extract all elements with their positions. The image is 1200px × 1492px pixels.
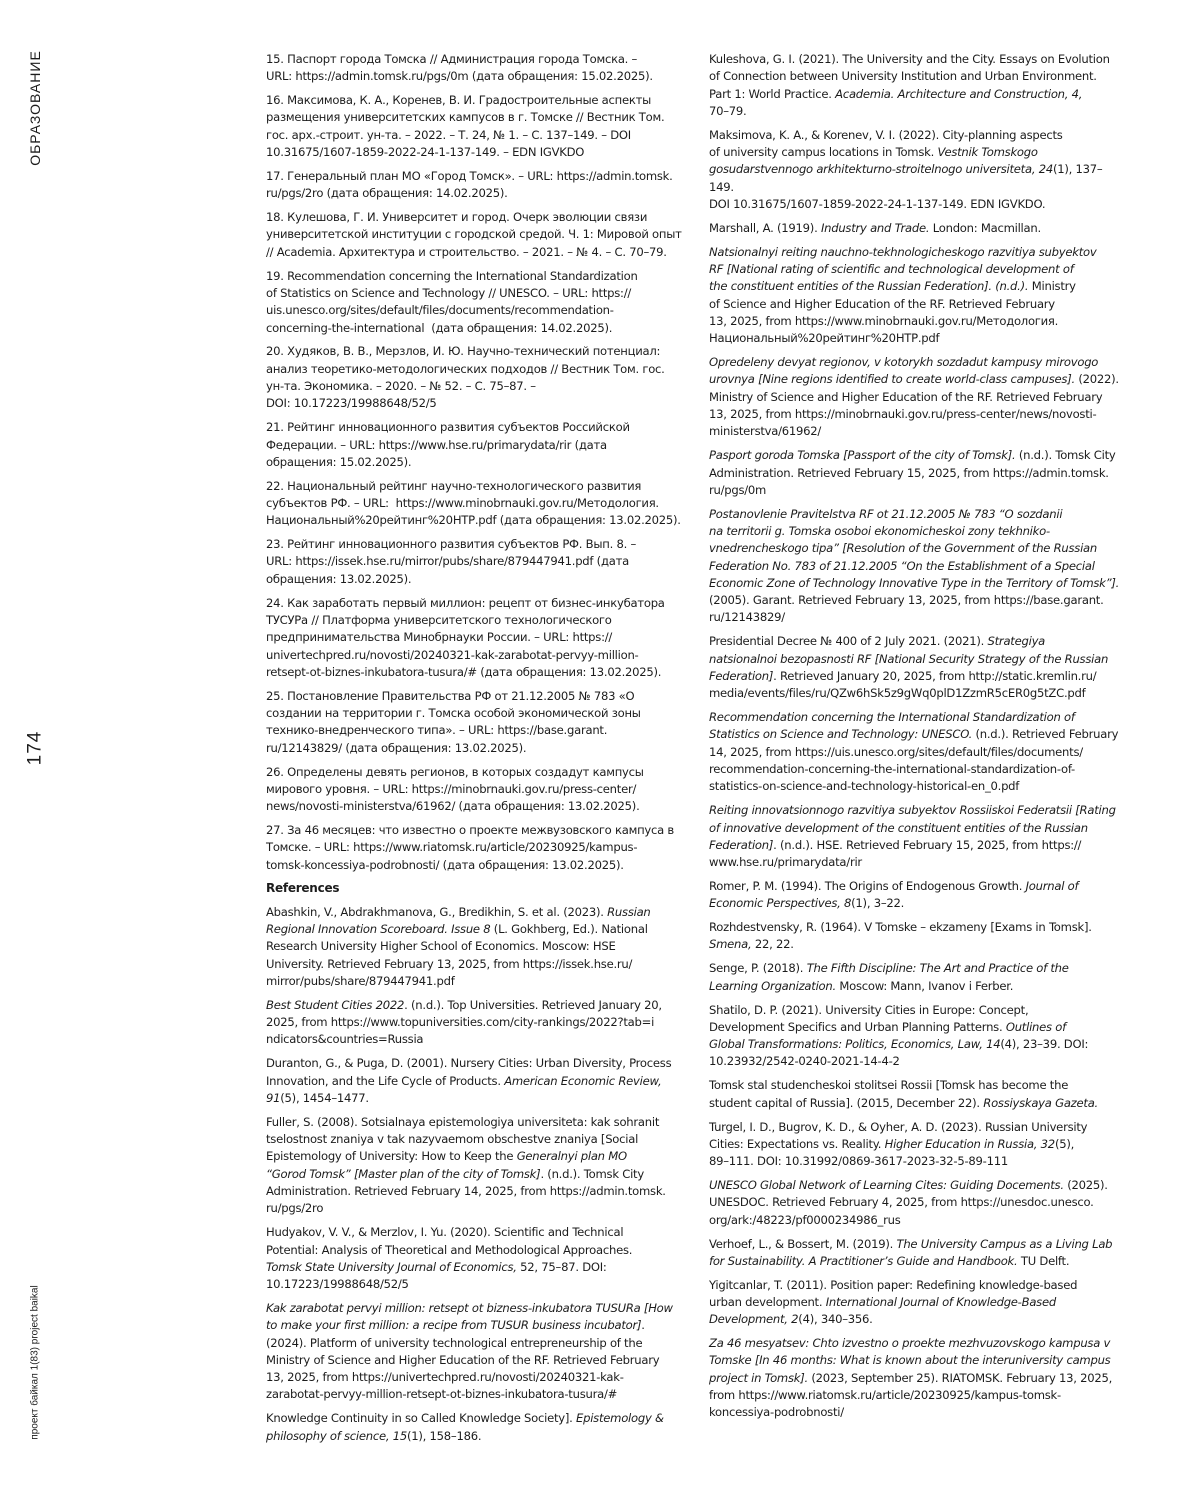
entry-text: (4), 340–356.: [798, 1312, 873, 1327]
reference-entry: [709, 506, 1125, 627]
entry-text: . (n.d.). Top Universities. Retrieved January 20, 2025, from https://www.topuniversities.com/city-rankings/2022?tab=i ndicators&countries=Russia: [266, 997, 662, 1047]
entry-text: 27. За 46 месяцев: что известно о проекте межвузовского кампуса в Томске. – URL: https://www.riatomsk.ru/article/20230925/kampus- tomsk-koncessiya-podrobnosti/ (дата обращения: 13.02.2025).: [266, 823, 675, 872]
entry-text: 15. Паспорт города Томска // Администрация города Томска. – URL: https://admin.tomsk.ru/pgs/0m (дата обращения: 15.02.2025).: [266, 52, 653, 84]
reference-entry: [709, 633, 1125, 702]
reference-entry: [709, 802, 1125, 871]
entry-text: . (n.d.). Tomsk City Administration. Retrieved February 14, 2025, from https://admin.tomsk. ru/pgs/2ro: [266, 1166, 666, 1216]
entry-text: 18. Кулешова, Г. И. Университет и город. Очерк эволюции связи университетской институции с городской средой. Ч. 1: Мировой опыт // Academia. Архитектура и строительство. – 2021. – № 4. – С. 70–79.: [266, 210, 682, 259]
entry-text: Abashkin, V., Abdrakhmanova, G., Bredikhin, S. et al. (2023).: [266, 904, 608, 919]
left-column: [266, 51, 682, 1452]
entry-text: Verhoef, L., & Bossert, M. (2019).: [709, 1236, 897, 1251]
reference-entry: [266, 1055, 682, 1107]
entry-italic-text: Strategiya natsionalnoi bezopasnosti RF [National Security Strategy of the Russian Federation]: [709, 634, 1109, 683]
reference-entry: [266, 419, 682, 471]
reference-entry: [709, 1002, 1125, 1071]
entry-text: (5), 89–111. DOI: 10.31992/0869-3617-2023-32-5-89-111: [709, 1136, 1075, 1169]
entry-italic-text: The University Campus as a Living Lab for Sustainability. A Practitioner’s Guide and Handbook.: [709, 1236, 1113, 1268]
entry-italic-text: Industry and Trade.: [820, 220, 930, 235]
entry-italic-text: Generalnyi plan MO “Gorod Tomsk” [Master plan of the city of Tomsk]: [266, 1149, 627, 1181]
entry-italic-text: Higher Education in Russia, 32: [884, 1136, 1055, 1151]
reference-entry: [266, 595, 682, 681]
entry-text: Rozhdestvensky, R. (1964). V Tomske – ekzameny [Exams in Tomsk].: [709, 920, 1092, 935]
entry-text: (n.d.). Tomsk City Administration. Retrieved February 15, 2025, from https://admin.tomsk. ru/pgs/0m: [709, 448, 1116, 497]
reference-entry: [266, 904, 682, 990]
entry-italic-text: Smena,: [709, 937, 752, 952]
reference-entry: [709, 51, 1125, 120]
entry-text: Fuller, S. (2008). Sotsialnaya epistemologiya universiteta: kak sohranit tselostnost znaniya v tak nazyvaemom obschestve znaniya [Social Epistemology of University: How to Keep the: [266, 1114, 660, 1164]
entry-italic-text: Epistemology & philosophy of science, 15: [266, 1411, 664, 1443]
entry-text: Ministry of Science and Higher Education of the RF. Retrieved February 13, 2025, from https://www.minobrnauki.gov.ru/Методология. Национальный%20рейтинг%20НТР.pdf: [709, 279, 1076, 346]
reference-entry: [709, 919, 1125, 954]
reference-entry: [709, 220, 1125, 237]
reference-entry: [266, 268, 682, 337]
right-column: [709, 51, 1125, 1428]
entry-text: (n.d.). Retrieved February 14, 2025, from https://uis.unesco.org/sites/default/files/documents/ recommendation-concerning-the-international-standardization-of- statistics-on-science-and-technology-historical-en_0.pdf: [709, 727, 1119, 794]
reference-entry: [266, 92, 682, 161]
reference-entry: [709, 354, 1125, 440]
reference-entry: [709, 960, 1125, 995]
entry-text: . Retrieved January 20, 2025, from http://static.kremlin.ru/ media/events/files/ru/QZw6hSk5z9gWq0plD1ZzmR5cER0g5tZC.pdf: [709, 668, 1097, 701]
entry-italic-text: Best Student Cities 2022: [266, 997, 405, 1012]
entry-text: 22. Национальный рейтинг научно-технологического развития субъектов РФ. – URL: https://www.minobrnauki.gov.ru/Методология. Национальный%20рейтинг%20НТР.pdf (дата обращения: 13.02.2025).: [266, 478, 681, 528]
entry-text: . (2024). Platform of university technological entrepreneurship of the Ministry of Science and Higher Education of the RF. Retrieved February 13, 2025, from https://univertechpred.ru/novosti/20240321-kak- zarabotat-pervyy-million-retsept-ot-biznes-inkubatora-tusura/#: [266, 1318, 660, 1402]
journal-footer-text: проект байкал 1(83) project baikal: [29, 1284, 41, 1440]
entry-text: Turgel, I. D., Bugrov, K. D., & Oyher, A. D. (2023). Russian University Cities: Expectations vs. Reality.: [709, 1119, 1088, 1151]
entry-italic-text: Pasport goroda Tomska [Passport of the city of Tomsk].: [709, 448, 1016, 463]
entry-text: (4), 23–39. DOI: 10.23932/2542-0240-2021-14-4-2: [709, 1037, 1089, 1069]
entry-text: (2022). Ministry of Science and Higher Education of the RF. Retrieved February 13, 2025, from https://minobrnauki.gov.ru/press-center/news/novosti- ministerstva/61962/: [709, 372, 1119, 439]
reference-entry: [709, 1277, 1125, 1329]
entry-text: (5), 1454–1477.: [280, 1090, 369, 1105]
entry-text: 16. Максимова, К. А., Коренев, В. И. Градостроительные аспекты размещения университетских кампусов в г. Томске // Вестник Том. гос. арх.-строит. ун-та. – 2022. – Т. 24, № 1. – С. 137–149. – DOI 10.31675/1607-1859-2022-24-1-137-149. – EDN IGVKDO: [266, 93, 665, 160]
reference-entry: [266, 209, 682, 261]
reference-entry: [709, 878, 1125, 913]
reference-entry: [266, 478, 682, 530]
entry-italic-text: Kak zarabotat pervyi million: retsept ot bizness-inkubatora TUSURa [How to make your first million: a recipe from TUSUR business incubator]: [266, 1300, 673, 1333]
entry-italic-text: Tomsk State University Journal of Economics,: [266, 1259, 517, 1274]
entry-italic-text: Natsionalnyi reiting nauchno-tekhnologicheskogo razvitiya subyektov RF [National rating of scientific and technological development of the constituent entities of the Russian Federation]. (n.d.).: [709, 244, 1097, 294]
entry-text: Senge, P. (2018).: [709, 961, 807, 976]
entry-italic-text: The Fifth Discipline: The Art and Practice of the Learning Organization.: [709, 961, 1069, 993]
entry-text: Presidential Decree № 400 of 2 July 2021. (2021).: [709, 634, 988, 649]
references-list-left: [266, 904, 682, 1445]
section-label-text: ОБРАЗОВАНИЕ: [27, 50, 44, 166]
entry-italic-text: Academia. Architecture and Construction, 4,: [835, 86, 1083, 101]
page-number-text: 174: [24, 730, 46, 766]
entry-text: (1), 137–149. DOI 10.31675/1607-1859-2022-24-1-137-149. EDN IGVKDO.: [709, 162, 1103, 211]
entry-text: 25. Постановление Правительства РФ от 21.12.2005 № 783 «О создании на территории г. Томска особой экономической зоны технико-внедренческого типа». – URL: https://base.garant. ru/12143829/ (дата обращения: 13.02.2025).: [266, 688, 641, 755]
reference-entry: [266, 1300, 682, 1404]
entry-italic-text: UNESCO Global Network of Learning Cites: Guiding Docements.: [709, 1178, 1064, 1193]
entry-text: Yigitcanlar, T. (2011). Position paper: Redefining knowledge-based urban development.: [709, 1277, 1078, 1309]
reference-entry: [266, 1114, 682, 1218]
entry-italic-text: Vestnik Tomskogo gosudarstvennogo arkhitekturno-stroitelnogo universiteta, 24: [709, 145, 1053, 177]
reference-entry: [266, 51, 682, 86]
entry-text: Marshall, A. (1919).: [709, 220, 821, 235]
entry-italic-text: Rossiyskaya Gazeta.: [983, 1095, 1098, 1110]
entry-text: Shatilo, D. P. (2021). University Cities in Europe: Concept, Development Specifics and Urban Planning Patterns.: [709, 1002, 1029, 1034]
entry-text: 24. Как заработать первый миллион: рецепт от бизнес-инкубатора ТУСУРа // Платформа университетского технологического предпринимательства Минобрнауки России. – URL: https:// univertechpred.ru/novosti/20240321-kak-zarabotat-pervyy-million- retsept-ot-biznes-inkubatora-tusura/# (дата обращения: 13.02.2025).: [266, 595, 665, 679]
reference-entry: [709, 127, 1125, 213]
page-number: [18, 720, 52, 776]
entry-text: (2025). UNESDOC. Retrieved February 4, 2025, from https://unesdoc.unesco. org/ark:/48223/pf0000234986_rus: [709, 1178, 1108, 1227]
journal-footer: [20, 1272, 50, 1452]
entry-text: Maksimova, K. A., & Korenev, V. I. (2022). City-planning aspects of university campus locations in Tomsk.: [709, 127, 1063, 160]
reference-entry: [709, 1335, 1125, 1421]
reference-entry: [266, 1224, 682, 1293]
entry-text: . (n.d.). HSE. Retrieved February 15, 2025, from https:// www.hse.ru/primarydata/rir: [709, 837, 1082, 870]
entry-text: (1), 158–186.: [407, 1428, 482, 1443]
entry-text: 21. Рейтинг инновационного развития субъектов Российской Федерации. – URL: https://www.hse.ru/primarydata/rir (дата обращения: 15.02.2025).: [266, 420, 630, 469]
references-heading: References: [266, 881, 340, 896]
entry-text: Moscow: Mann, Ivanov i Ferber.: [835, 978, 1014, 993]
entry-italic-text: Russian Regional Innovation Scoreboard. Issue 8: [266, 904, 651, 937]
entry-text: 19. Recommendation concerning the International Standardization of Statistics on Science and Technology // UNESCO. – URL: https:// uis.unesco.org/sites/default/files/documents/recommendation- concerning-the-international (дата обращения: 14.02.2025).: [266, 268, 638, 335]
entry-text: 22, 22.: [751, 937, 794, 952]
references-list-right: [709, 51, 1125, 1422]
entry-text: (L. Gokhberg, Ed.). National Research University Higher School of Economics. Moscow: HSE University. Retrieved February 13, 2025, from https://issek.hse.ru/ mirror/pubs/share/879447941.pdf: [266, 922, 648, 988]
entry-text: (2023, September 25). RIATOMSK. February 13, 2025, from https://www.riatomsk.ru/article/20230925/kampus-tomsk- koncessiya-podrobnosti/: [709, 1370, 1113, 1420]
section-label: [18, 48, 52, 168]
entry-italic-text: International Journal of Knowledge-Based Development, 2: [709, 1294, 1056, 1327]
entry-italic-text: American Economic Review, 91: [266, 1073, 662, 1105]
entry-text: 23. Рейтинг инновационного развития субъектов РФ. Вып. 8. – URL: https://issek.hse.ru/mirror/pubs/share/879447941.pdf (дата обращения: 13.02.2025).: [266, 537, 637, 586]
reference-entry: [709, 1177, 1125, 1229]
entry-text: (2005). Garant. Retrieved February 13, 2025, from https://base.garant. ru/12143829/: [709, 593, 1104, 625]
entry-text: Romer, P. M. (1994). The Origins of Endogenous Growth.: [709, 879, 1026, 893]
reference-entry: [709, 1119, 1125, 1171]
entry-text: (1), 3–22.: [851, 896, 905, 911]
entry-text: 26. Определены девять регионов, в которых создадут кампусы мирового уровня. – URL: https://minobrnauki.gov.ru/press-center/ news/novosti-ministerstva/61962/ (дата обращения: 13.02.2025).: [266, 764, 644, 814]
reference-entry: [266, 764, 682, 816]
reference-entry: [709, 447, 1125, 499]
entry-text: London: Macmillan.: [929, 220, 1041, 235]
entry-italic-text: Reiting innovatsionnogo razvitiya subyektov Rossiiskoi Federatsii [Rating of innovative development of the constituent entities of the Russian Federation]: [709, 803, 1116, 852]
entry-text: 52, 75–87. DOI: 10.17223/19988648/52/5: [266, 1259, 607, 1292]
reference-entry: [709, 1077, 1125, 1112]
entry-text: Tomsk stal studencheskoi stolitsei Rossii [Tomsk has become the student capital of Russia]. (2015, December 22).: [709, 1078, 1069, 1110]
reference-entry: [266, 997, 682, 1049]
entry-text: 17. Генеральный план МО «Город Томск». – URL: https://admin.tomsk. ru/pgs/2ro (дата обращения: 14.02.2025).: [266, 168, 673, 201]
entry-italic-text: Recommendation concerning the International Standardization of Statistics on Science and Technology: UNESCO.: [709, 710, 1075, 742]
entry-text: 70–79.: [709, 103, 747, 118]
entry-italic-text: Journal of Economic Perspectives, 8: [709, 879, 1079, 911]
entry-italic-text: Postanovlenie Pravitelstva RF ot 21.12.2005 № 783 “O sozdanii na territorii g. Tomska osoboi ekonomicheskoi zony tekhniko- vnedrencheskogo tipa” [Resolution of the Government of the Russian Federation No. 783 of 21.12.2005 “On the Establishment of a Special Economic Zone of Technology Innovative Type in the Territory of Tomsk”].: [709, 506, 1120, 590]
reference-entry: [266, 536, 682, 588]
entry-text: Duranton, G., & Puga, D. (2001). Nursery Cities: Urban Diversity, Process Innovation, and the Life Cycle of Products.: [266, 1056, 672, 1088]
entry-text: TU Delft.: [1017, 1253, 1070, 1268]
reference-entry: [709, 1236, 1125, 1271]
reference-entry: [266, 688, 682, 757]
reference-entry: [266, 822, 682, 874]
reference-entry: [266, 1410, 682, 1445]
entry-text: Hudyakov, V. V., & Merzlov, I. Yu. (2020). Scientific and Technical Potential: Analysis of Theoretical and Methodological Approaches.: [266, 1225, 633, 1257]
entry-italic-text: Opredeleny devyat regionov, v kotorykh sozdadut kampusy mirovogo urovnya [Nine regions identified to create world-class campuses].: [709, 355, 1099, 387]
entry-italic-text: Za 46 mesyatsev: Chto izvestno o proekte mezhvuzovskogo kampusa v Tomske [In 46 months: What is known about the interuniversity campus project in Tomsk].: [709, 1336, 1111, 1385]
entry-text: 20. Худяков, В. В., Мерзлов, И. Ю. Научно-технический потенциал: анализ теоретико-методологических подходов // Вестник Том. гос. ун-та. Экономика. – 2020. – № 52. – С. 75–87. – DOI: 10.17223/19988648/52/5: [266, 344, 665, 411]
entry-italic-text: Outlines of Global Transformations: Politics, Economics, Law, 14: [709, 1019, 1066, 1052]
reference-entry: [709, 709, 1125, 795]
entry-text: Kuleshova, G. I. (2021). The University and the City. Essays on Evolution of Connection between University Institution and Urban Environment. Part 1: World Practice.: [709, 52, 1110, 101]
reference-entry: [266, 343, 682, 412]
reference-entry: [709, 244, 1125, 348]
reference-entry: [266, 168, 682, 203]
numbered-list: [266, 51, 682, 874]
entry-text: Knowledge Continuity in so Called Knowledge Society].: [266, 1411, 577, 1426]
